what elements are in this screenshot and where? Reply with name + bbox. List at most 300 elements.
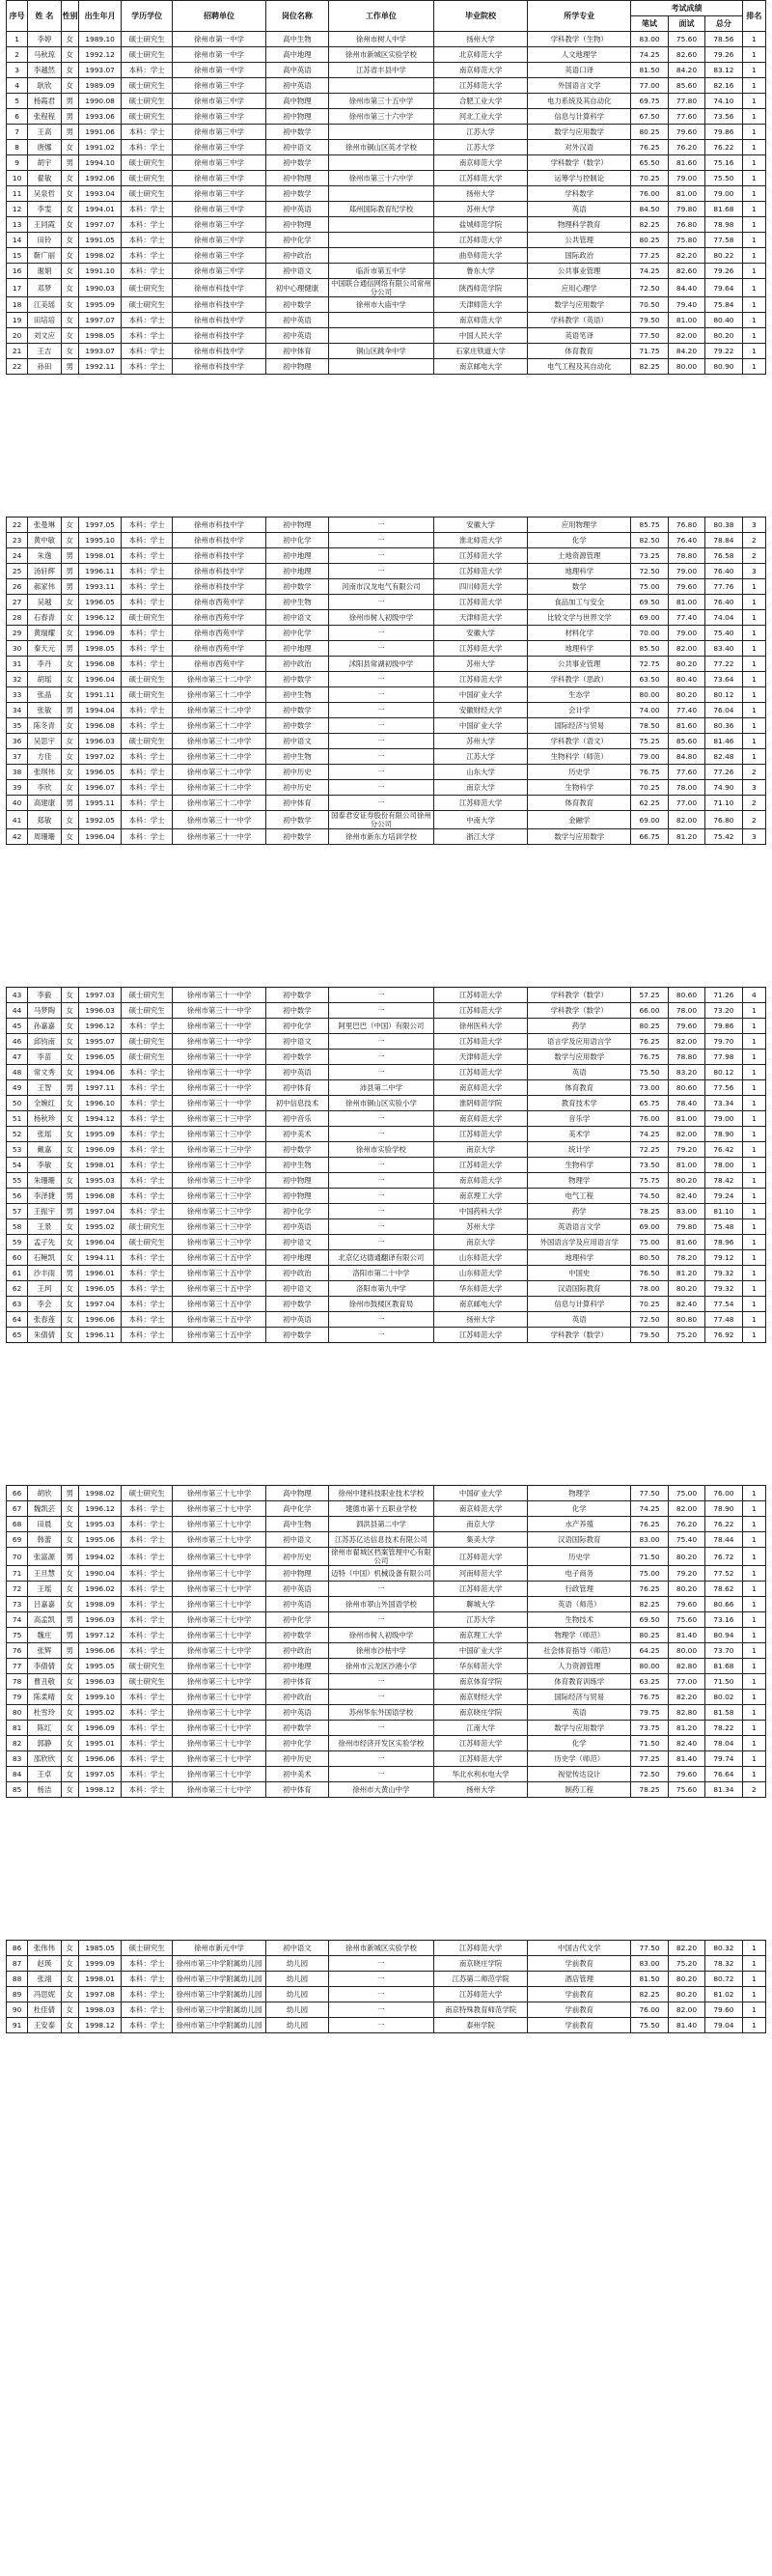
cell: 81.60	[668, 718, 704, 734]
cell: 邱钧南	[28, 1034, 61, 1050]
cell: 75.50	[631, 2018, 668, 2033]
cell: 女	[61, 1566, 78, 1582]
cell: 70	[7, 1548, 28, 1566]
table-row	[7, 1173, 766, 1189]
cell: 物理科学教育	[528, 217, 631, 233]
cell: 初中数学	[266, 1628, 329, 1643]
cell: 63.50	[631, 672, 668, 687]
cell: 75.60	[668, 32, 704, 47]
cell: 77.98	[705, 1050, 742, 1065]
table-row	[7, 734, 766, 749]
cell	[328, 125, 433, 140]
cell: 女	[61, 2018, 78, 2033]
table-row	[7, 1096, 766, 1111]
cell: 男	[61, 1628, 78, 1643]
cell: 男	[61, 1643, 78, 1659]
table-row	[7, 610, 766, 626]
cell: 63	[7, 1297, 28, 1312]
cell: 本科：学士	[122, 264, 173, 279]
cell: 79.32	[705, 1266, 742, 1281]
cell: 初中数学	[266, 1142, 329, 1158]
cell: 80.36	[705, 718, 742, 734]
cell: 76.00	[631, 2002, 668, 2018]
cell: 77.54	[705, 1297, 742, 1312]
cell: 初中数学	[266, 186, 329, 202]
cell: 初中化学	[266, 1019, 329, 1034]
cell: 37	[7, 749, 28, 765]
cell: 孙嘉嘉	[28, 1019, 61, 1034]
cell: 1	[742, 610, 765, 626]
cell: 本科：学士	[122, 1782, 173, 1798]
cell: 76.20	[668, 1517, 704, 1532]
cell: 陈红	[28, 1721, 61, 1736]
cell: 76.00	[631, 1111, 668, 1127]
cell: 76.40	[705, 595, 742, 610]
cell: 1996.12	[78, 610, 122, 626]
cell: 81.02	[705, 1987, 742, 2002]
cell: 一	[328, 548, 433, 564]
cell: 徐州市科技中学	[172, 279, 265, 297]
cell: 90	[7, 2002, 28, 2018]
cell: 一	[328, 564, 433, 579]
cell: 本科：学士	[122, 765, 173, 780]
cell: 女	[61, 313, 78, 328]
cell: 52	[7, 1127, 28, 1142]
cell: 马秋琼	[28, 47, 61, 63]
cell: 南京晓庄学院	[434, 1705, 528, 1721]
cell: 铜山区跳伞中学	[328, 344, 433, 359]
cell: 80.25	[631, 1628, 668, 1643]
table-row	[7, 78, 766, 94]
cell: 20	[7, 328, 28, 344]
cell: 78.44	[705, 1532, 742, 1548]
cell: 一	[328, 626, 433, 641]
cell: 汉语国际教育	[528, 1281, 631, 1297]
cell: 1	[742, 1612, 765, 1628]
table-row	[7, 811, 766, 829]
cell: 1998.01	[78, 548, 122, 564]
cell: 徐州市第三十七中学	[172, 1721, 265, 1736]
cell: 王同霞	[28, 217, 61, 233]
cell: 张春莲	[28, 1312, 61, 1328]
cell: 1	[742, 1127, 765, 1142]
cell: 历史学	[528, 765, 631, 780]
cell: 初中地理	[266, 1250, 329, 1266]
cell: 女	[61, 328, 78, 344]
cell: 女	[61, 1532, 78, 1548]
cell: 电子商务	[528, 1566, 631, 1582]
cell: 81.00	[668, 186, 704, 202]
cell: 女	[61, 217, 78, 233]
table-row	[7, 1612, 766, 1628]
cell: 87	[7, 1956, 28, 1972]
cell: 徐州市第三十七中学	[172, 1674, 265, 1690]
cell: 徐州市第三中学	[172, 202, 265, 217]
cell: 张富源	[28, 1548, 61, 1566]
cell: 1	[742, 1566, 765, 1582]
cell: 邓梦	[28, 279, 61, 297]
cell: 77.50	[631, 1486, 668, 1501]
cell: 71	[7, 1566, 28, 1582]
cell: 本科：学士	[122, 1204, 173, 1219]
cell: 徐州市第三中学	[172, 109, 265, 125]
cell: 4	[742, 988, 765, 1003]
cell: 64	[7, 1312, 28, 1328]
cell: 沭阳县常湖初级中学	[328, 657, 433, 672]
cell: 电气工程	[528, 1189, 631, 1204]
table-row	[7, 829, 766, 845]
cell: 69.00	[631, 1219, 668, 1235]
cell: 初中生物	[266, 1158, 329, 1173]
cell: 一	[328, 1065, 433, 1080]
cell: 英语	[528, 202, 631, 217]
cell: 徐州市第三中学	[172, 233, 265, 248]
cell: 初中历史	[266, 780, 329, 796]
cell: 浙江大学	[434, 829, 528, 845]
cell: 初中英语	[266, 313, 329, 328]
cell: 62	[7, 1281, 28, 1297]
table-row	[7, 140, 766, 155]
cell: 79.50	[631, 1328, 668, 1343]
cell: 本科：学士	[122, 579, 173, 595]
cell: 应用物理学	[528, 518, 631, 533]
cell: 田晨	[28, 1517, 61, 1532]
cell: 73.00	[631, 1080, 668, 1096]
cell: 2	[742, 533, 765, 548]
cell: 耿欣	[28, 78, 61, 94]
cell: 80.25	[631, 125, 668, 140]
cell: 汉语国际教育	[528, 1532, 631, 1548]
cell: 76.25	[631, 140, 668, 155]
cell: 女	[61, 47, 78, 63]
cell	[328, 313, 433, 328]
cell: 69.00	[631, 811, 668, 829]
table-row	[7, 248, 766, 264]
cell: 徐州市树人初级中学	[328, 610, 433, 626]
cell: 初中数学	[266, 297, 329, 313]
cell: 徐州市新东方培训学校	[328, 829, 433, 845]
cell: 本科：学士	[122, 248, 173, 264]
cell: 女	[61, 2002, 78, 2018]
cell: 江苏大学	[434, 1612, 528, 1628]
cell: 比较文学与世界文学	[528, 610, 631, 626]
cell: 徐州市鼓楼区教育局	[328, 1297, 433, 1312]
cell: 女	[61, 1582, 78, 1597]
cell: 1990.03	[78, 279, 122, 297]
cell: 徐州市铜山区英才学校	[328, 140, 433, 155]
cell: 75.50	[631, 1065, 668, 1080]
cell: 1	[742, 1643, 765, 1659]
cell: 79.86	[705, 1019, 742, 1034]
cell: 女	[61, 297, 78, 313]
cell: 集美大学	[434, 1532, 528, 1548]
cell: 初中体育	[266, 344, 329, 359]
cell: 徐州市翠山外国语学校	[328, 1597, 433, 1612]
cell: 75.20	[668, 1328, 704, 1343]
cell: 77.00	[668, 796, 704, 811]
cell: 1996.03	[78, 1003, 122, 1019]
cell: 1997.04	[78, 1297, 122, 1312]
cell: 初中物理	[266, 1173, 329, 1189]
cell: 历史学（师范）	[528, 1751, 631, 1767]
cell: 徐州市第三十三中学	[172, 1235, 265, 1250]
cell: 徐州市第三中学	[172, 140, 265, 155]
table-row	[7, 1956, 766, 1972]
cell: 78.00	[668, 780, 704, 796]
cell: 陈冬青	[28, 718, 61, 734]
cell: 幼儿园	[266, 1972, 329, 1987]
cell: 硕士研究生	[122, 1050, 173, 1065]
cell: 1996.04	[78, 672, 122, 687]
cell: 朱珊珊	[28, 1173, 61, 1189]
cell: 83.12	[705, 63, 742, 78]
cell: 66.75	[631, 829, 668, 845]
cell: 14	[7, 233, 28, 248]
cell: 女	[61, 1050, 78, 1065]
cell: 82.25	[631, 217, 668, 233]
cell: 李倩倩	[28, 1659, 61, 1674]
cell: 男	[61, 579, 78, 595]
cell: 张曼琳	[28, 518, 61, 533]
cell: 81.00	[668, 313, 704, 328]
cell: 本科：学士	[122, 1751, 173, 1767]
cell: 81.20	[668, 829, 704, 845]
cell: 初中语文	[266, 140, 329, 155]
cell: 初中数学	[266, 1721, 329, 1736]
cell: 硕士研究生	[122, 687, 173, 703]
cell: 徐州市第三十七中学	[172, 1736, 265, 1751]
cell: 1	[742, 657, 765, 672]
cell: 4	[7, 78, 28, 94]
cell: 徐州市第三十一中学	[172, 829, 265, 845]
cell: 1997.11	[78, 1080, 122, 1096]
cell: 江苏师范大学	[434, 1941, 528, 1956]
cell: 徐州市第三十七中学	[172, 1643, 265, 1659]
cell: 公共事业管理	[528, 264, 631, 279]
cell: 76.25	[631, 1517, 668, 1532]
cell: 1	[742, 1582, 765, 1597]
cell: 徐州市第三十一中学	[172, 1065, 265, 1080]
cell: 初中物理	[266, 518, 329, 533]
cell: 药学	[528, 1019, 631, 1034]
cell: 1996.01	[78, 1266, 122, 1281]
cell: 女	[61, 1597, 78, 1612]
cell: 杨秋珍	[28, 1111, 61, 1127]
header-name: 姓 名	[28, 1, 61, 32]
cell: 69.50	[631, 1612, 668, 1628]
cell: 1995.05	[78, 1659, 122, 1674]
cell: 黄瑞耀	[28, 626, 61, 641]
cell: 女	[61, 1312, 78, 1328]
cell: 外国语言文学	[528, 78, 631, 94]
cell: 徐州市第三十七中学	[172, 1486, 265, 1501]
table-row	[7, 344, 766, 359]
cell: 徐州市第三十七中学	[172, 1767, 265, 1782]
cell: 72.75	[631, 657, 668, 672]
cell: 学前教育	[528, 2018, 631, 2033]
cell: 82.00	[668, 1127, 704, 1142]
cell: 初中化学	[266, 1612, 329, 1628]
cell: 1	[742, 1003, 765, 1019]
cell: 84.20	[668, 63, 704, 78]
cell: 杜雪玲	[28, 1705, 61, 1721]
cell: 80.25	[631, 1019, 668, 1034]
cell: 79.12	[705, 1250, 742, 1266]
cell: 男	[61, 548, 78, 564]
cell: 82.80	[668, 1705, 704, 1721]
cell: 76.58	[705, 548, 742, 564]
cell: 65.75	[631, 1096, 668, 1111]
cell: 中国古代文学	[528, 1941, 631, 1956]
cell: 英语	[528, 1065, 631, 1080]
cell: 南京理工大学	[434, 1628, 528, 1643]
table-row	[7, 1721, 766, 1736]
cell: 1990.04	[78, 1566, 122, 1582]
cell: 初中英语	[266, 1065, 329, 1080]
table-row	[7, 1782, 766, 1798]
table-row	[7, 1312, 766, 1328]
cell: 硕士研究生	[122, 186, 173, 202]
cell: 酒店管理	[528, 1972, 631, 1987]
cell: 江美瑶	[28, 297, 61, 313]
cell: 初中英语	[266, 328, 329, 344]
cell: 79.40	[668, 297, 704, 313]
cell: 女	[61, 279, 78, 297]
cell: 张程程	[28, 109, 61, 125]
cell: 李越然	[28, 63, 61, 78]
cell: 南京邮电大学	[434, 359, 528, 375]
cell: 1	[742, 1972, 765, 1987]
cell: 地理科学	[528, 1250, 631, 1266]
table-row	[7, 1517, 766, 1532]
cell: 75.20	[668, 1956, 704, 1972]
cell: 建德市第十五职业学校	[328, 1501, 433, 1517]
cell: 1	[742, 1034, 765, 1050]
cell: 本科：学士	[122, 1517, 173, 1532]
cell: 1	[742, 186, 765, 202]
cell: 洛阳市第九中学	[328, 1281, 433, 1297]
cell: 72.50	[631, 564, 668, 579]
cell: 2	[742, 765, 765, 780]
table-row	[7, 125, 766, 140]
cell: 81.68	[705, 202, 742, 217]
cell: 88	[7, 1972, 28, 1987]
cell: 石家庄铁道大学	[434, 344, 528, 359]
cell: 数学与应用数学	[528, 125, 631, 140]
results-table	[6, 1940, 766, 2033]
cell: 天津师范大学	[434, 297, 528, 313]
cell: 73.56	[705, 109, 742, 125]
cell: 1997.07	[78, 313, 122, 328]
cell: 初中数学	[266, 829, 329, 845]
cell: 石鲍凯	[28, 1250, 61, 1266]
cell: 本科：学士	[122, 1736, 173, 1751]
cell: 78.98	[705, 217, 742, 233]
cell: 徐州市第三十六中学	[328, 109, 433, 125]
header-total: 总分	[705, 16, 742, 32]
cell: 徐州市第三十一中学	[172, 1096, 265, 1111]
cell: 徐州市第三十三中学	[172, 1173, 265, 1189]
cell: 76.64	[705, 1767, 742, 1782]
page-break	[6, 1798, 766, 1940]
cell: 一	[328, 1219, 433, 1235]
cell: 徐州市第三十七中学	[172, 1782, 265, 1798]
cell: 沙丰雨	[28, 1266, 61, 1281]
cell: 82.25	[631, 1597, 668, 1612]
cell: 四川师范大学	[434, 579, 528, 595]
cell: 75.00	[631, 579, 668, 595]
cell: 硕士研究生	[122, 155, 173, 171]
cell: 杨霞君	[28, 94, 61, 109]
cell: 统计学	[528, 1142, 631, 1158]
cell: 1	[742, 641, 765, 657]
cell: 硕士研究生	[122, 171, 173, 186]
header-gender: 性别	[61, 1, 78, 32]
cell: 82	[7, 1736, 28, 1751]
cell: 初中数学	[266, 579, 329, 595]
cell: 女	[61, 1941, 78, 1956]
cell: 1	[742, 94, 765, 109]
cell: 吴泉哲	[28, 186, 61, 202]
cell: 高中物理	[266, 94, 329, 109]
cell: 79.74	[705, 1751, 742, 1767]
table-row	[7, 202, 766, 217]
cell: 初中语文	[266, 264, 329, 279]
cell: 76.75	[631, 1690, 668, 1705]
table-row	[7, 1019, 766, 1034]
cell: 58	[7, 1219, 28, 1235]
cell: 7	[7, 125, 28, 140]
cell: 1996.05	[78, 595, 122, 610]
cell: 1	[742, 1235, 765, 1250]
cell: 马梦陶	[28, 1003, 61, 1019]
cell: 女	[61, 63, 78, 78]
cell: 硕士研究生	[122, 32, 173, 47]
cell: 1	[742, 1941, 765, 1956]
cell: 78	[7, 1674, 28, 1690]
cell	[328, 328, 433, 344]
cell: 徐州市第三十二中学	[172, 687, 265, 703]
cell: 洛阳市第二十中学	[328, 1266, 433, 1281]
cell: 76.50	[631, 1266, 668, 1281]
header-degree: 学历学位	[122, 1, 173, 32]
cell: 81.00	[668, 1158, 704, 1173]
cell: 83.00	[631, 32, 668, 47]
cell: 一	[328, 1767, 433, 1782]
cell: 徐州市第三十五中学	[172, 1250, 265, 1266]
cell: 1	[742, 1189, 765, 1204]
cell: 79.80	[668, 202, 704, 217]
table-row	[7, 1266, 766, 1281]
cell: 81.40	[668, 1751, 704, 1767]
cell: 1996.03	[78, 1612, 122, 1628]
cell: 中国矿业大学	[434, 718, 528, 734]
cell: 电气工程及其自动化	[528, 359, 631, 375]
cell: 王智	[28, 1080, 61, 1096]
cell: 79.70	[705, 1034, 742, 1050]
cell: 女	[61, 533, 78, 548]
cell: 女	[61, 140, 78, 155]
cell: 江苏第二师范学院	[434, 1972, 528, 1987]
cell: 江苏省丰县中学	[328, 63, 433, 78]
table-row	[7, 1235, 766, 1250]
cell: 3	[742, 564, 765, 579]
table-row	[7, 1987, 766, 2002]
cell: 江苏大学	[434, 140, 528, 155]
cell: 南京财经大学	[434, 1690, 528, 1705]
table-row	[7, 1142, 766, 1158]
cell: 1	[742, 47, 765, 63]
